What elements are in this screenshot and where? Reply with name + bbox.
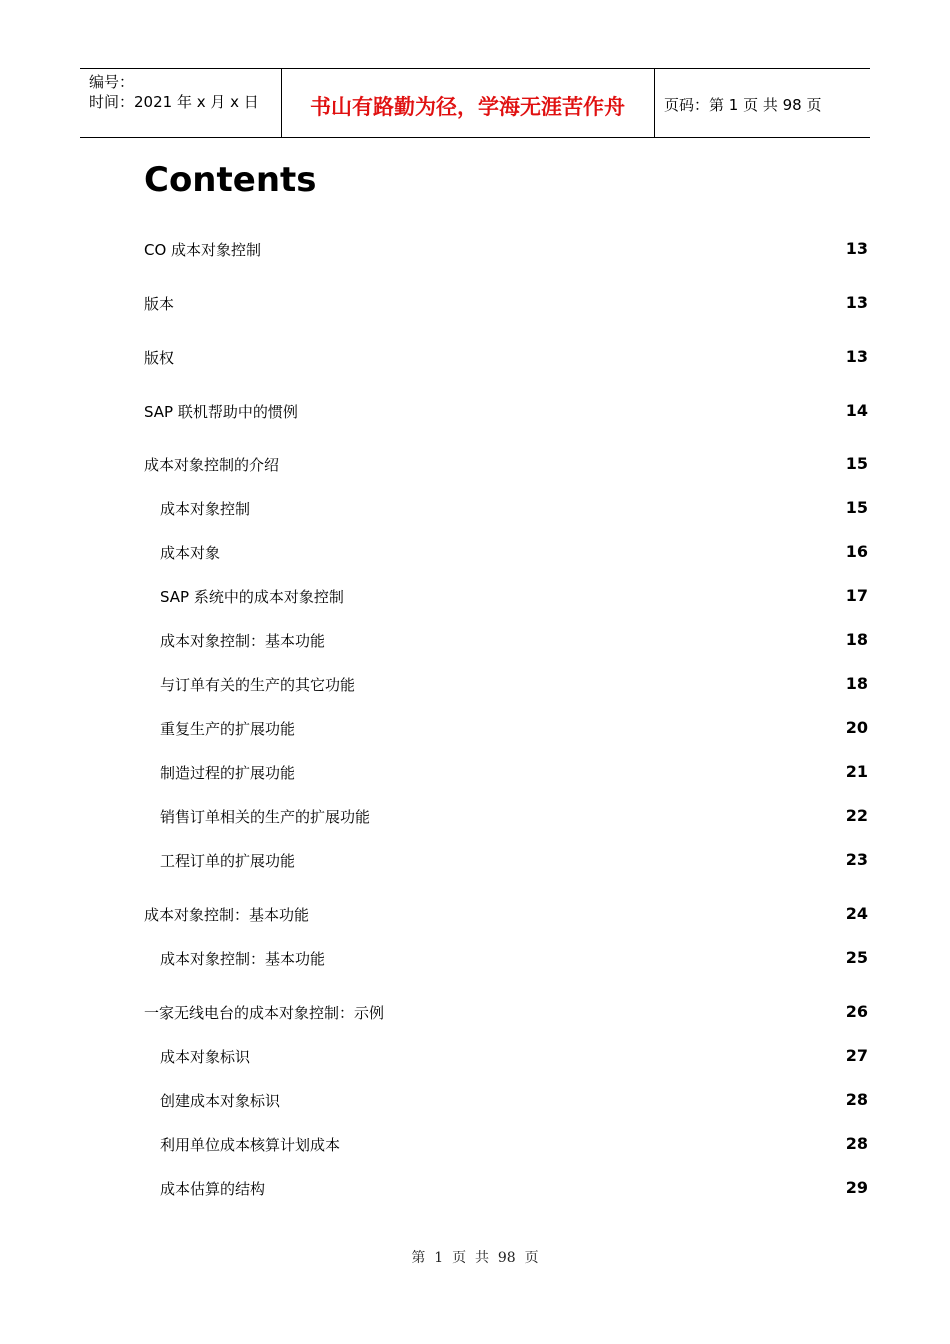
toc-entry-label: 成本对象控制：基本功能 (144, 906, 310, 924)
toc-entry-page-number: 20 (845, 718, 868, 737)
toc-entry[interactable] (144, 347, 868, 369)
toc-entry[interactable] (160, 948, 868, 970)
toc-entry-page-number: 18 (845, 674, 868, 693)
toc-entry[interactable] (160, 762, 868, 784)
toc-entry-page-number: 16 (845, 542, 868, 561)
toc-entry-label: 利用单位成本核算计划成本 (160, 1136, 341, 1154)
toc-entry-label: 版权 (144, 349, 175, 367)
toc-entry[interactable] (160, 674, 868, 696)
toc-entry[interactable] (144, 904, 868, 926)
toc-entry-label: 制造过程的扩展功能 (160, 764, 296, 782)
header-motto: 书山有路勤为径，学海无涯苦作舟 (310, 95, 625, 119)
toc-entry[interactable] (160, 542, 868, 564)
toc-entry[interactable] (144, 239, 868, 261)
toc-entry-label: 成本对象控制 (160, 500, 251, 518)
toc-entry-label: 版本 (144, 295, 175, 313)
toc-entry-label: 工程订单的扩展功能 (160, 852, 296, 870)
document-number-label: 编号： (89, 73, 135, 91)
page-footer: 第 1 页 共 98 页 (411, 1250, 539, 1266)
toc-entry-page-number: 21 (845, 762, 868, 781)
toc-entry[interactable] (160, 1178, 868, 1200)
toc-entry-page-number: 28 (845, 1090, 868, 1109)
header-page-info: 页码：第 1 页 共 98 页 (664, 96, 822, 114)
toc-entry-label: 成本估算的结构 (160, 1180, 266, 1198)
toc-entry-page-number: 17 (845, 586, 868, 605)
toc-entry-label: 成本对象控制：基本功能 (160, 632, 326, 650)
toc-entry-label: 创建成本对象标识 (160, 1092, 281, 1110)
toc-entry-label: 成本对象 (160, 544, 221, 562)
toc-entry[interactable] (160, 850, 868, 872)
toc-entry-page-number: 15 (845, 498, 868, 517)
toc-entry[interactable] (160, 718, 868, 740)
toc-entry[interactable] (144, 293, 868, 315)
toc-entry-page-number: 25 (845, 948, 868, 967)
toc-entry[interactable] (144, 1002, 868, 1024)
toc-entry-page-number: 29 (845, 1178, 868, 1197)
toc-entry[interactable] (160, 498, 868, 520)
toc-entry-label: SAP 联机帮助中的惯例 (144, 403, 298, 421)
toc-entry-label: 一家无线电台的成本对象控制：示例 (144, 1004, 385, 1022)
toc-entry[interactable] (160, 1046, 868, 1068)
toc-entry-label: 销售订单相关的生产的扩展功能 (160, 808, 371, 826)
toc-entry[interactable] (144, 454, 868, 476)
toc-entry[interactable] (144, 401, 868, 423)
toc-entry-label: SAP 系统中的成本对象控制 (160, 588, 344, 606)
toc-entry-page-number: 13 (845, 293, 868, 312)
toc-entry-page-number: 13 (845, 347, 868, 366)
toc-entry-label: 重复生产的扩展功能 (160, 720, 296, 738)
toc-entry-page-number: 28 (845, 1134, 868, 1153)
toc-entry-page-number: 27 (845, 1046, 868, 1065)
toc-entry-label: 成本对象控制：基本功能 (160, 950, 326, 968)
toc-entry-page-number: 24 (845, 904, 868, 923)
toc-entry[interactable] (160, 1090, 868, 1112)
toc-entry-label: CO 成本对象控制 (144, 241, 262, 259)
toc-entry[interactable] (160, 630, 868, 652)
toc-entry-page-number: 22 (845, 806, 868, 825)
toc-entry-label: 成本对象标识 (160, 1048, 251, 1066)
document-date: 时间：2021 年 x 月 x 日 (89, 93, 259, 111)
toc-entry-page-number: 26 (845, 1002, 868, 1021)
toc-entry-page-number: 23 (845, 850, 868, 869)
toc-entry-page-number: 15 (845, 454, 868, 473)
toc-entry[interactable] (160, 586, 868, 608)
toc-entry-page-number: 18 (845, 630, 868, 649)
contents-title: Contents (144, 160, 317, 200)
toc-entry-page-number: 13 (845, 239, 868, 258)
toc-entry-label: 与订单有关的生产的其它功能 (160, 676, 356, 694)
toc-entry[interactable] (160, 806, 868, 828)
toc-entry-label: 成本对象控制的介绍 (144, 456, 280, 474)
toc-entry-page-number: 14 (845, 401, 868, 420)
toc-entry[interactable] (160, 1134, 868, 1156)
